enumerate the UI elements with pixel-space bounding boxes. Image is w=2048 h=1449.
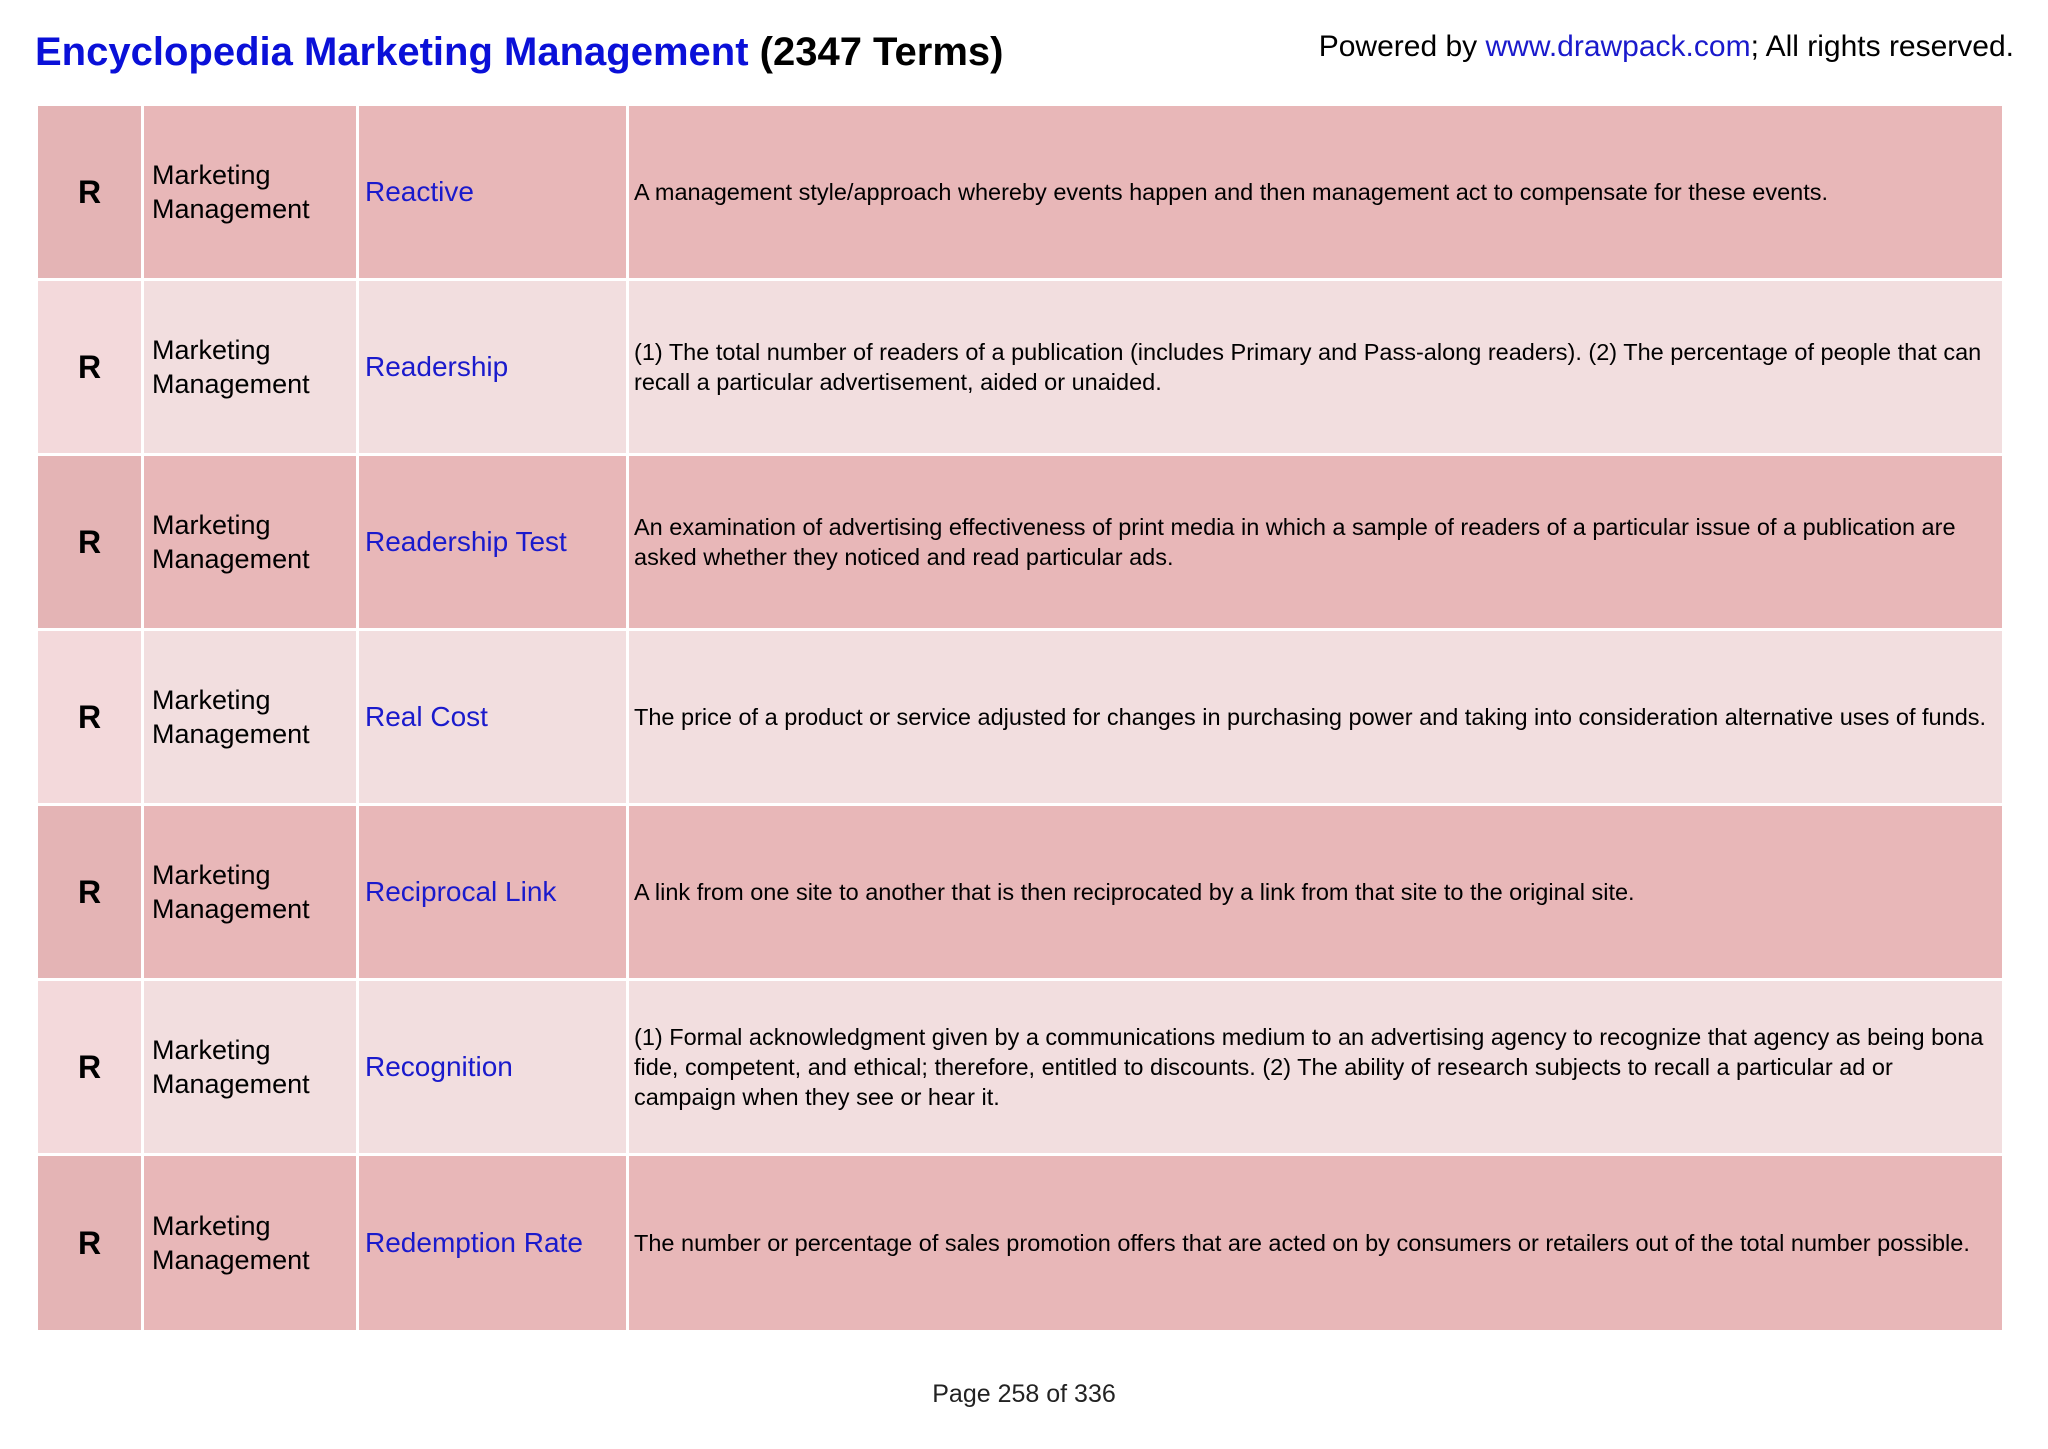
letter-cell: R	[38, 631, 144, 803]
table-row	[38, 631, 2002, 806]
letter-cell: R	[38, 456, 144, 628]
powered-by-notice	[1319, 30, 2014, 64]
table-row	[38, 106, 2002, 281]
term-link[interactable]: Reactive	[359, 106, 629, 278]
category-cell: Marketing Management	[144, 806, 359, 978]
powered-suffix: ; All rights reserved.	[1750, 30, 2014, 63]
title-main: Encyclopedia Marketing Management	[35, 30, 749, 74]
term-link[interactable]: Real Cost	[359, 631, 629, 803]
title-term-count: (2347 Terms)	[759, 30, 1004, 74]
letter-cell: R	[38, 106, 144, 278]
category-cell: Marketing Management	[144, 106, 359, 278]
table-row	[38, 1156, 2002, 1330]
definition-cell: (1) Formal acknowledgment given by a communications medium to an advertising agency to recognize that agency as being bona fide, competent, and ethical; therefore, entitled to discounts. (2) The ability of research subjects to recall a particular ad or campaign when they see or hear it.	[634, 1024, 1984, 1110]
definition-cell: (1) The total number of readers of a publication (includes Primary and Pass-along readers). (2) The percentage of people that can recall a particular advertisement, aided or unaided.	[634, 339, 1982, 395]
table-row	[38, 981, 2002, 1156]
category-cell: Marketing Management	[144, 281, 359, 453]
term-link[interactable]: Reciprocal Link	[359, 806, 629, 978]
table-row	[38, 281, 2002, 456]
letter-cell: R	[38, 981, 144, 1153]
letter-cell: R	[38, 806, 144, 978]
term-link[interactable]: Readership Test	[359, 456, 629, 628]
table-row	[38, 456, 2002, 631]
definition-cell: The number or percentage of sales promotion offers that are acted on by consumers or retailers out of the total number possible.	[634, 1230, 1970, 1256]
definition-cell: The price of a product or service adjusted for changes in purchasing power and taking into consideration alternative uses of funds.	[634, 704, 1987, 730]
page-header	[0, 0, 2048, 106]
definition-cell: A management style/approach whereby events happen and then management act to compensate for these events.	[634, 179, 1829, 205]
category-cell: Marketing Management	[144, 631, 359, 803]
category-cell: Marketing Management	[144, 456, 359, 628]
term-link[interactable]: Recognition	[359, 981, 629, 1153]
category-cell: Marketing Management	[144, 981, 359, 1153]
letter-cell: R	[38, 281, 144, 453]
drawpack-link[interactable]: www.drawpack.com	[1485, 30, 1751, 63]
table-row	[38, 806, 2002, 981]
definition-cell: A link from one site to another that is then reciprocated by a link from that site to the original site.	[634, 879, 1635, 905]
page-title	[35, 30, 1003, 75]
terms-table	[38, 106, 2002, 1330]
page-number: Page 258 of 336	[932, 1380, 1116, 1408]
term-link[interactable]: Redemption Rate	[359, 1156, 629, 1330]
letter-cell: R	[38, 1156, 144, 1330]
category-cell: Marketing Management	[144, 1156, 359, 1330]
definition-cell: An examination of advertising effectiveness of print media in which a sample of readers of a particular issue of a publication are asked whether they noticed and read particular ads.	[634, 514, 1956, 570]
term-link[interactable]: Readership	[359, 281, 629, 453]
powered-prefix: Powered by	[1318, 30, 1486, 63]
